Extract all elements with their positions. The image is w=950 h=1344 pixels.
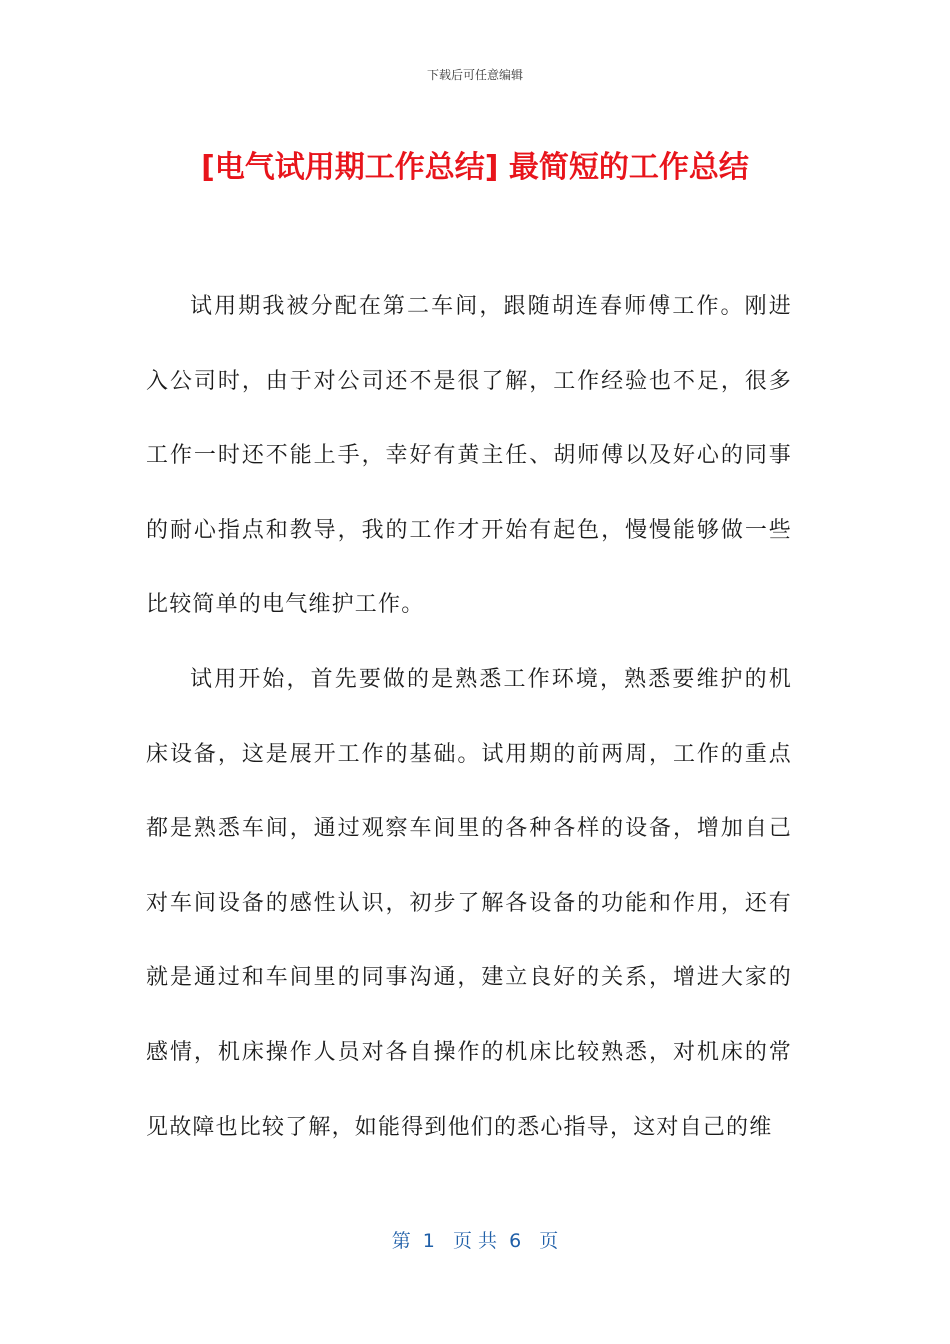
document-title: [电气试用期工作总结] 最简短的工作总结 (201, 150, 749, 185)
page-header-note: 下载后可任意编辑 (426, 68, 523, 82)
page-footer-pagination: 第 1 页 共 6 页 (391, 1230, 559, 1252)
paragraph-2: 试用开始，首先要做的是熟悉工作环境，熟悉要维护的机床设备，这是展开工作的基础。试用期的前两周，工作的重点都是熟悉车间，通过观察车间里的各种各样的设备，增加自己对车间设备的感性认识，初步了解各设备的功能和作用，还有就是通过和车间里的同事沟通，建立良好的关系，增进大家的感情，机床操作人员对各自操作的机床比较熟悉，对机床的常见故障也比较了解，如能得到他们的悉心指导，这对自己的维 (146, 666, 792, 1140)
document-body (146, 270, 792, 1165)
paragraph-1: 试用期我被分配在第二车间，跟随胡连春师傅工作。刚进入公司时，由于对公司还不是很了解，工作经验也不足，很多工作一时还不能上手，幸好有黄主任、胡师傅以及好心的同事的耐心指点和教导，我的工作才开始有起色，慢慢能够做一些比较简单的电气维护工作。 (146, 294, 792, 618)
